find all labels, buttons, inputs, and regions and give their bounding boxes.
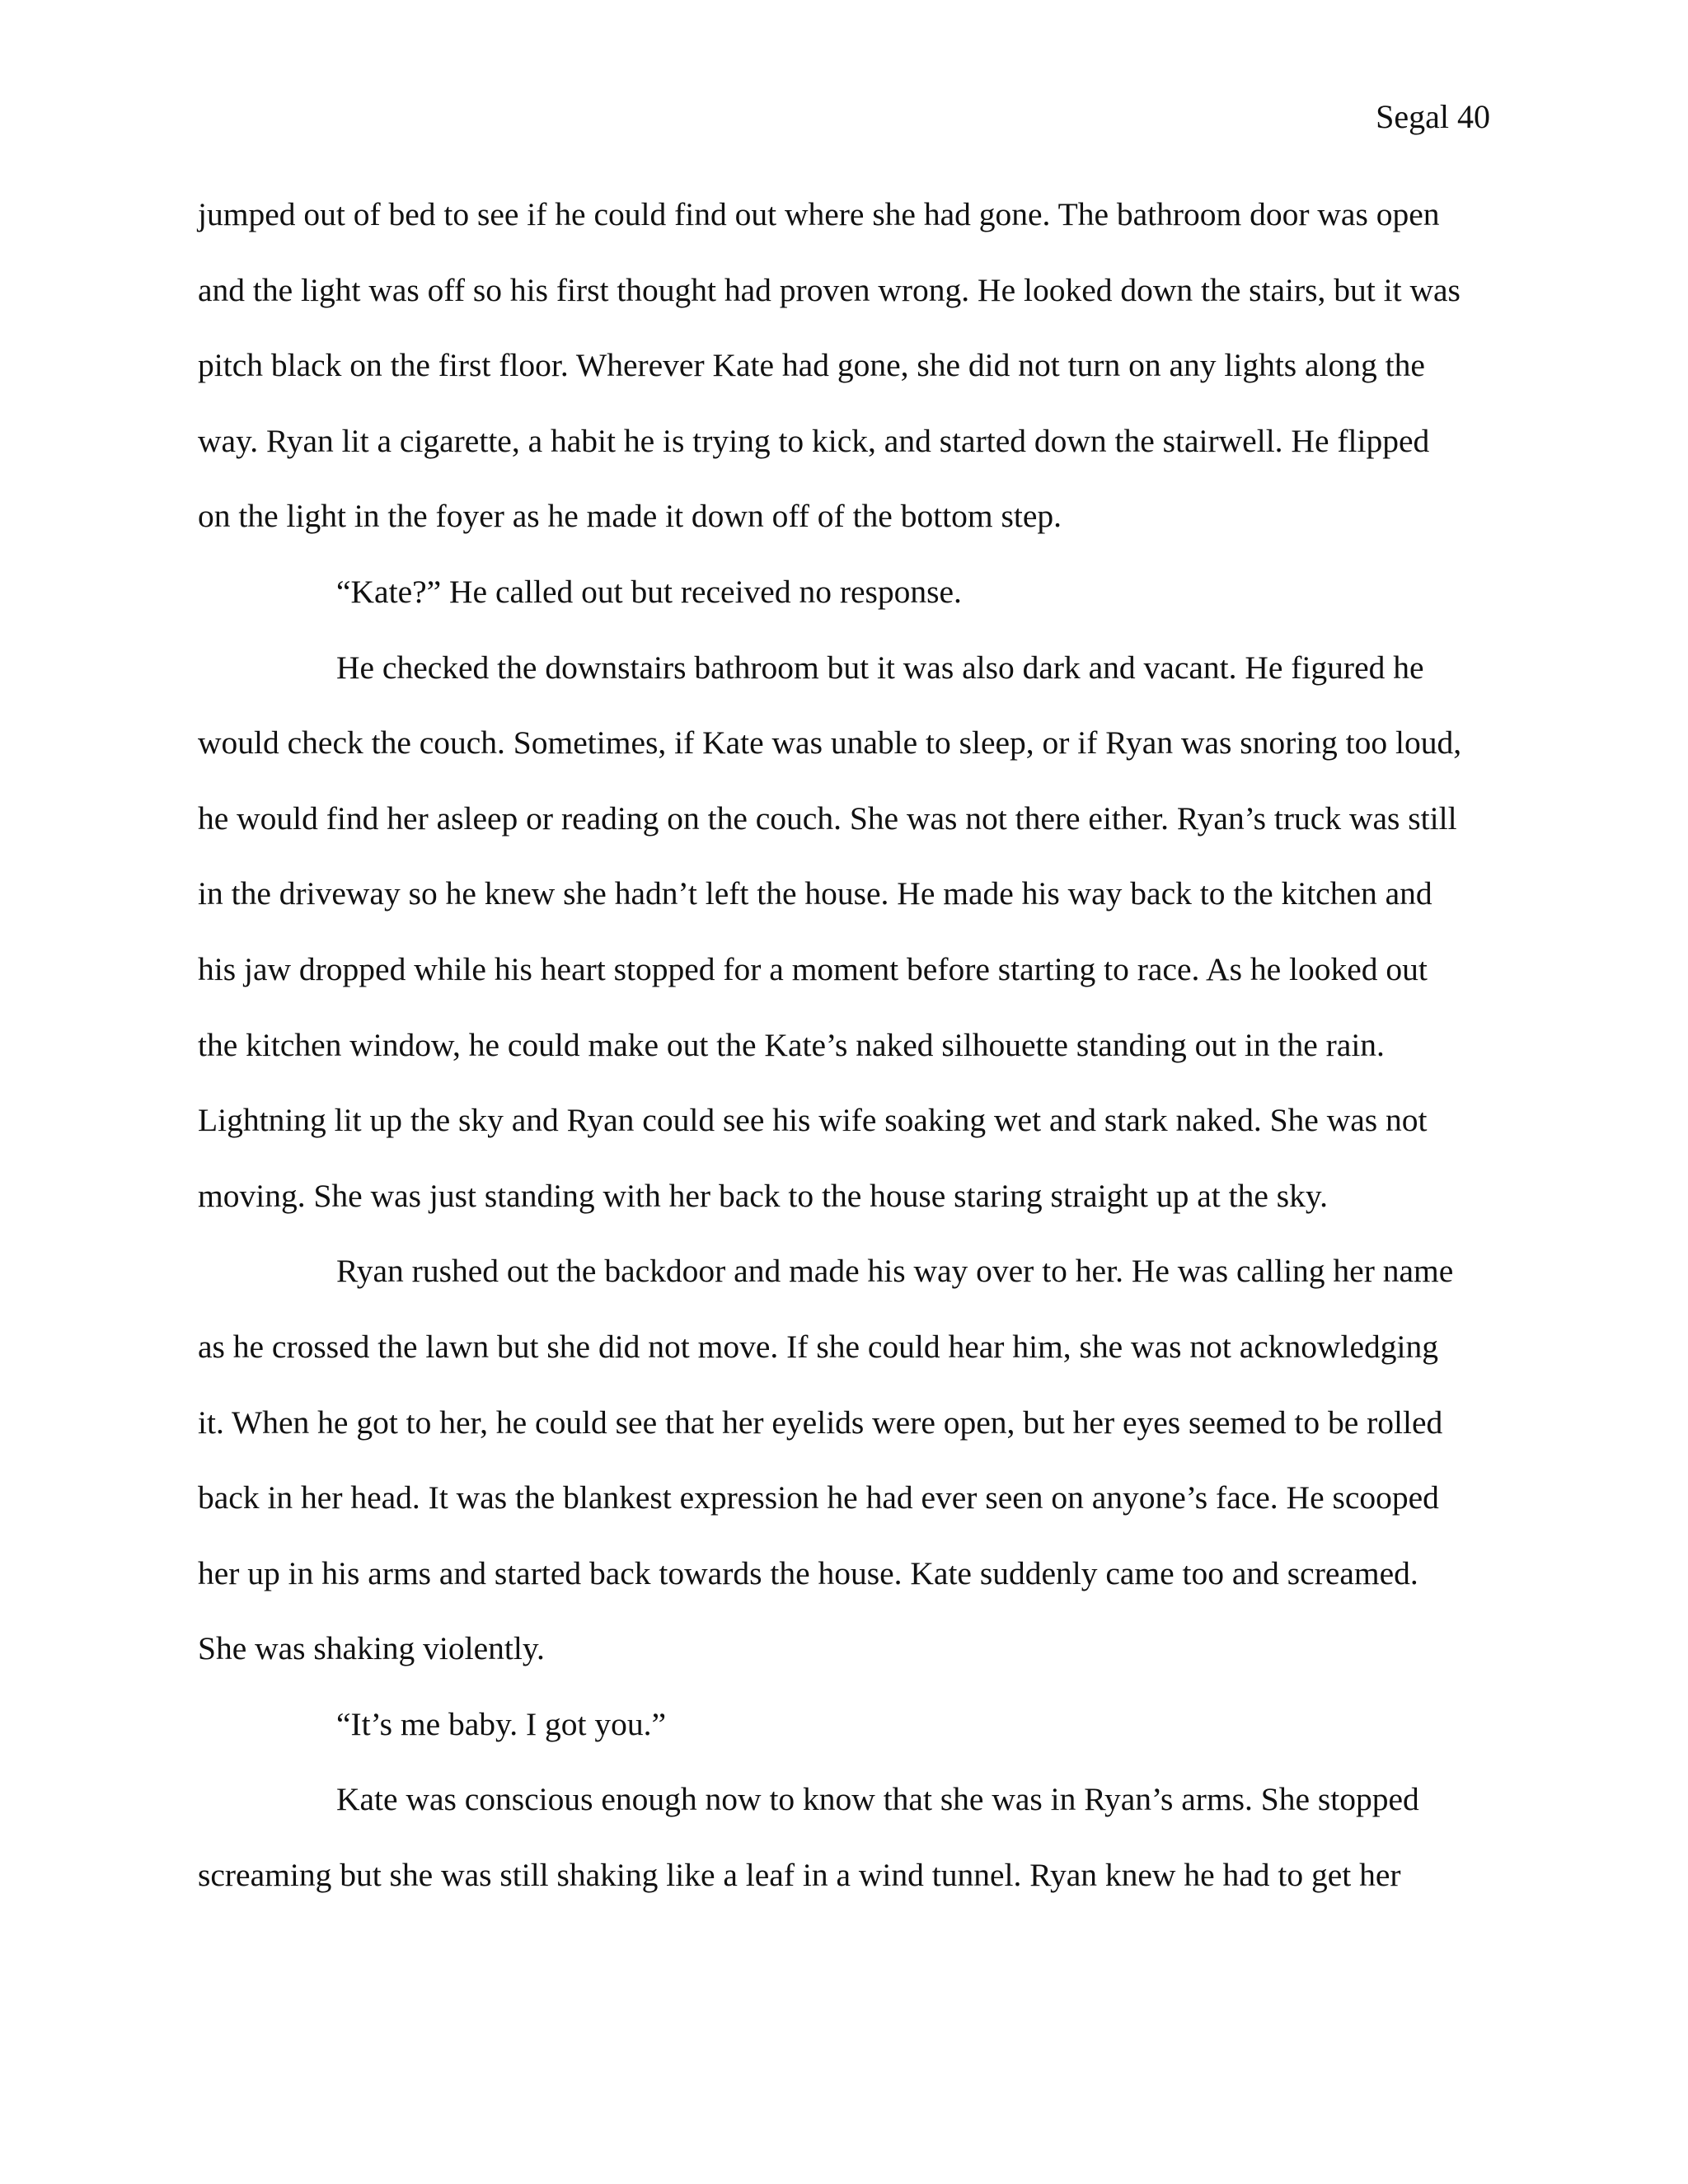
text-line: and the light was off so his first thought had proven wrong. He looked down the stairs, but it was	[198, 271, 1461, 308]
text-line: it. When he got to her, he could see that her eyelids were open, but her eyes seemed to be rolled	[198, 1404, 1443, 1441]
text-line: She was shaking violently.	[198, 1630, 545, 1667]
text-line: on the light in the foyer as he made it down off of the bottom step.	[198, 498, 1062, 535]
page-header: Segal 40	[1376, 98, 1490, 135]
text-line: he would find her asleep or reading on the couch. She was not there either. Ryan’s truck was still	[198, 799, 1457, 837]
dialogue-line: “It’s me baby. I got you.”	[336, 1705, 667, 1742]
text-line: screaming but she was still shaking like a leaf in a wind tunnel. Ryan knew he had to get her	[198, 1857, 1401, 1894]
dialogue-line: “Kate?” He called out but received no response.	[336, 573, 962, 610]
text-line: jumped out of bed to see if he could find out where she had gone. The bathroom door was open	[198, 196, 1440, 232]
paragraph-first-line: Ryan rushed out the backdoor and made his way over to her. He was calling her name	[336, 1253, 1454, 1290]
text-line: Lightning lit up the sky and Ryan could see his wife soaking wet and stark naked. She was not	[198, 1102, 1428, 1139]
text-line: his jaw dropped while his heart stopped for a moment before starting to race. As he looked out	[198, 950, 1428, 987]
text-line: in the driveway so he knew she hadn’t left the house. He made his way back to the kitchen and	[198, 875, 1432, 912]
paragraph-first-line: He checked the downstairs bathroom but it was also dark and vacant. He figured he	[336, 649, 1424, 686]
text-line: way. Ryan lit a cigarette, a habit he is trying to kick, and started down the stairwell. He flipped	[198, 422, 1430, 459]
text-line: back in her head. It was the blankest expression he had ever seen on anyone’s face. He scooped	[198, 1479, 1439, 1516]
text-line: her up in his arms and started back towards the house. Kate suddenly came too and screamed.	[198, 1554, 1418, 1591]
text-line: moving. She was just standing with her back to the house staring straight up at the sky.	[198, 1177, 1328, 1214]
text-line: the kitchen window, he could make out the Kate’s naked silhouette standing out in the rain.	[198, 1026, 1385, 1063]
manuscript-body	[198, 194, 1497, 1931]
text-line: would check the couch. Sometimes, if Kate was unable to sleep, or if Ryan was snoring too loud,	[198, 724, 1462, 762]
text-line: pitch black on the first floor. Wherever Kate had gone, she did not turn on any lights along the	[198, 347, 1425, 384]
paragraph-first-line: Kate was conscious enough now to know that she was in Ryan’s arms. She stopped	[336, 1781, 1419, 1818]
text-line: as he crossed the lawn but she did not move. If she could hear him, she was not acknowledging	[198, 1328, 1439, 1365]
